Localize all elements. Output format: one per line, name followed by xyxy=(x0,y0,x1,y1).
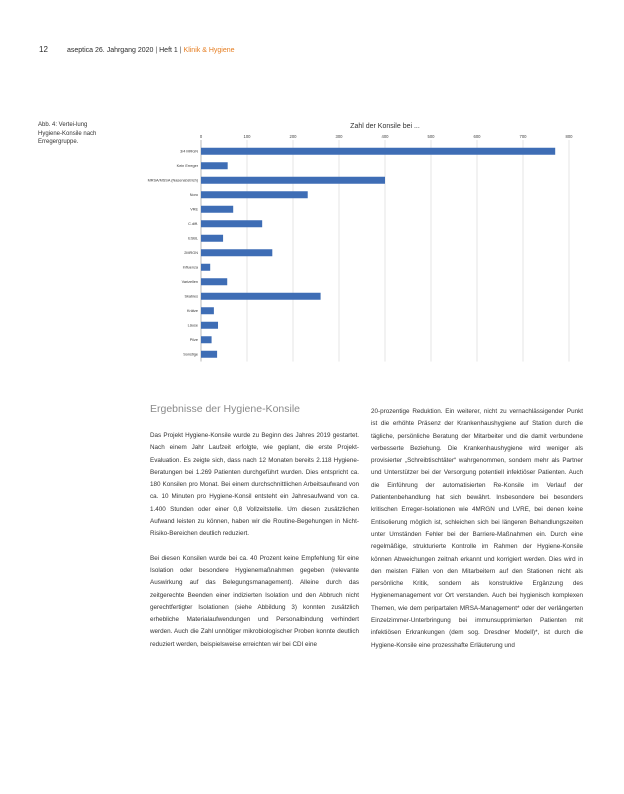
category-label: Influenza xyxy=(182,265,198,270)
figure-caption: Abb. 4: Vertei-lung Hygiene-Konsile nach Erregergruppe. xyxy=(38,122,97,145)
bar xyxy=(201,249,272,256)
bar xyxy=(201,293,321,300)
category-label: ESBL xyxy=(188,236,198,241)
page-header xyxy=(39,45,599,54)
bar xyxy=(201,235,223,242)
category-label: Sonstige xyxy=(183,352,198,357)
bar xyxy=(201,220,262,227)
x-tick-label: 0 xyxy=(199,134,203,139)
x-tick-label: 200 xyxy=(289,134,297,139)
bar xyxy=(201,162,228,169)
journal-name: aseptica 26. Jahrgang 2020 xyxy=(67,47,154,54)
bar-chart xyxy=(96,116,586,376)
bar xyxy=(201,177,385,184)
x-tick-label: 500 xyxy=(427,134,435,139)
section-label: Klinik & Hygiene xyxy=(183,47,235,54)
page-number: 12 xyxy=(39,45,48,54)
x-tick-label: 400 xyxy=(381,134,389,139)
x-tick-label: 800 xyxy=(565,134,573,139)
section-heading: Ergebnisse der Hygiene-Konsile xyxy=(150,403,300,415)
paragraph: 20-prozentige Reduktion. Ein weiterer, nicht zu vernachlässigender Punkt ist die erhöhte Präsenz der Krankenhaushygiene auf Station durch die tägliche, persönliche Beratung der Mitarbeiter und die damit verbundene verbesserte Beziehung. Die Krankenhaushygiene wird weniger als provisierter „Schreibtischtäter“ wahrgenommen, sondern mehr als Partner und Unterstützer bei der Versorgung potentiell infektiöser Patienten. Auch die Einführung der automatisierten Re-Konsile im Verlauf der Patientenbehandlung hat sich bewährt. Insbesondere bei besonders kritischen Erreger-Isolationen wie 4MRGN und LVRE, bei denen keine Entisolierung möglich ist, schleichen sich bei längeren Behandlungszeiten unter Umständen Fehler bei der Barriere-Maßnahmen ein. Durch eine regelmäßige, strukturierte Kontrolle im Rahmen der Hygiene-Konsile können Abweichungen zeitnah erkannt und korrigiert werden. Dies wird in den meisten Fällen von den Mitarbeitern auf den Stationen nicht als persönliche Kritik, sondern als konstruktive Ergänzung des Hygienemanagement vor Ort verstanden. Auch bei hygienisch komplexen Themen, wie dem peripartalen MRSA-Management* oder der verlängerten Einzelzimmer-Unterbringung bei immunsupprimierten Patienten mit infektiösen Erkrankungen (dem sog. Dresdner Modell)*, ist durch die Hygiene-Konsile eine prozesshafte Erläuterung und xyxy=(371,408,583,649)
x-tick-label: 700 xyxy=(519,134,527,139)
category-label: C.diff. xyxy=(188,222,198,227)
category-label: VRE xyxy=(190,207,198,212)
bar xyxy=(201,322,218,329)
category-label: Kein Erreger xyxy=(176,164,198,169)
category-label: MRSA/MSSA (Nasenabstrich) xyxy=(147,178,198,183)
x-tick-label: 300 xyxy=(335,134,343,139)
category-label: 3/4 MRGN xyxy=(180,149,198,154)
category-label: Varizellen xyxy=(181,280,198,285)
paragraph: Das Projekt Hygiene-Konsile wurde zu Beginn des Jahres 2019 gestartet. Nach einem Jahr Laufzeit erfolgte, wie geplant, die erste Projekt-Evaluation. Es zeigte sich, dass nach 12 Monaten bereits 2.118 Hygiene-Beratungen bei 1.269 Patienten durchgeführt wurden. Dies entspricht ca. 180 Konsilen pro Monat. Bei einem durchschnittlichen Arbeitsaufwand von ca. 10 Minuten pro Hygiene-Konsil entsteht ein Jahresaufwand von ca. 1.400 Stunden oder einer 0,8 Vollzeitstelle. Um diesen zusätzlichen Aufwand leisten zu können, haben wir die Routine-Begehungen in Nicht-Risiko-Bereichen deutlich reduziert. xyxy=(150,432,359,538)
bar xyxy=(201,148,555,155)
category-label: Pilze xyxy=(189,338,198,343)
category-label: Läuse xyxy=(187,323,198,328)
chart-title: Zahl der Konsile bei ... xyxy=(350,123,420,130)
paragraph: Bei diesen Konsilen wurde bei ca. 40 Prozent keine Empfehlung für eine Isolation oder besondere Hygienemaßnahmen gegeben (relevante Auswirkung auf das Belegungsmanagement). Alleine durch das zeitgerechte Beenden einer indizierten Isolation und den Abbruch nicht gerechtfertigter Isolationen (siehe Abbildung 3) konnten zusätzlich erhebliche Materialaufwendungen und Personalbindung verhindert werden. Auch die Zahl unnötiger mikrobiologischer Proben konnte deutlich reduziert werden, beispielsweise erreichten wir bei CDI eine xyxy=(150,554,359,648)
bar xyxy=(201,336,212,343)
bar xyxy=(201,191,308,198)
x-tick-label: 600 xyxy=(473,134,481,139)
left-column xyxy=(150,430,359,663)
header-separator: | xyxy=(153,47,160,54)
right-column xyxy=(371,406,583,664)
bar xyxy=(201,278,227,285)
category-label: Noro xyxy=(189,193,198,198)
x-tick-label: 100 xyxy=(243,134,251,139)
category-label: Skabies xyxy=(184,294,198,299)
category-label: Krätze xyxy=(187,309,198,314)
category-label: 2MRGN xyxy=(184,251,198,256)
bar xyxy=(201,206,233,213)
bar xyxy=(201,351,217,358)
bar xyxy=(201,307,214,314)
bar xyxy=(201,264,210,271)
issue-label: Heft 1 xyxy=(159,47,178,54)
header-separator-2: | xyxy=(177,47,184,54)
